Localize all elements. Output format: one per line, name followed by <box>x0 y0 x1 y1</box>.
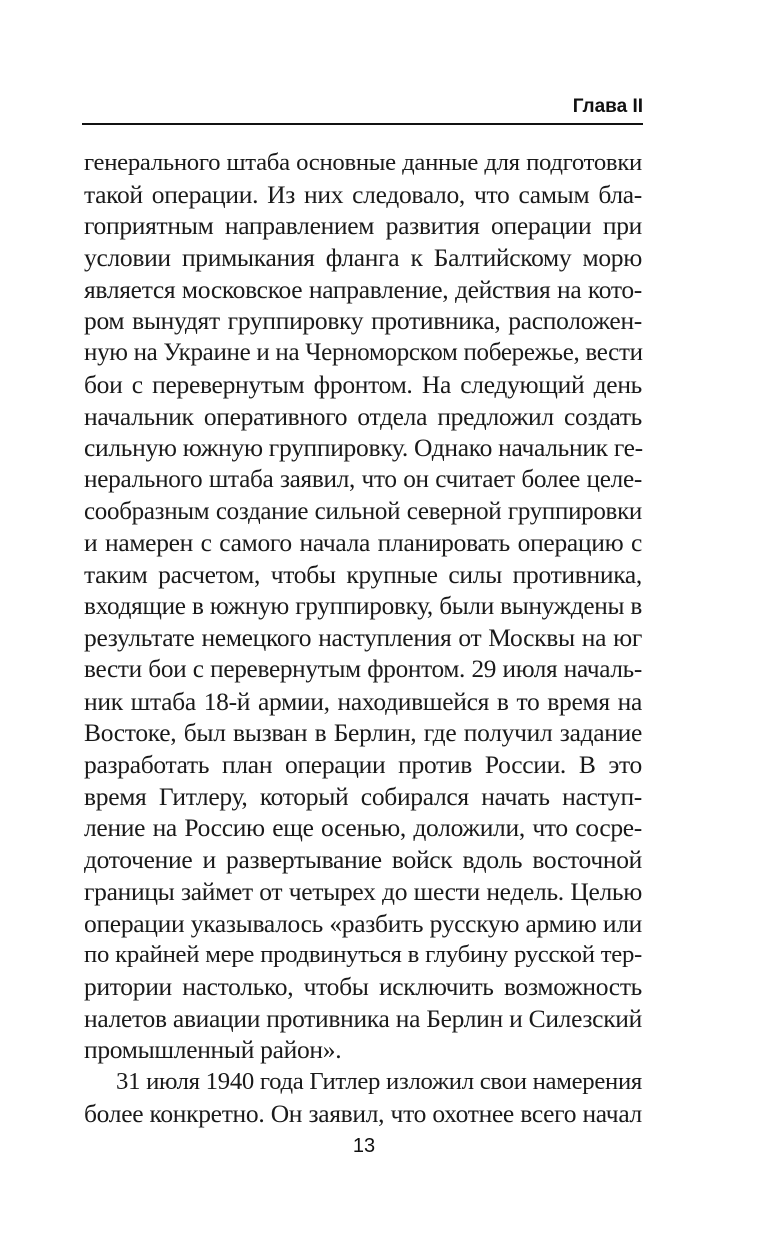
running-header: Глава II <box>572 96 643 117</box>
page-number: 13 <box>352 1135 376 1157</box>
text-line: ритории настолько, чтобы исключить возможность <box>84 971 642 1001</box>
text-line: сообразным создание сильной северной группировки <box>84 497 642 525</box>
text-line: входящие в южную группировку, были вынуждены в <box>84 591 642 620</box>
text-line: таким расчетом, чтобы крупные силы противника, <box>84 559 642 589</box>
text-line: разработать план операции против России. В это <box>84 750 642 780</box>
text-line: ную на Украине и на Черноморском побережье, вести <box>84 339 643 367</box>
text-line: результате немецкого наступления от Москвы на юг <box>84 623 642 653</box>
text-line: начальник оперативного отдела предложил создать <box>84 401 642 431</box>
text-line: более конкретно. Он заявил, что охотнее всего начал <box>84 1098 642 1128</box>
text-line: ник штаба 18-й армии, находившейся в то время на <box>84 686 642 716</box>
text-line: бои с перевернутым фронтом. На следующий день <box>84 369 642 399</box>
text-line: гоприятным направлением развития операции при <box>84 211 642 241</box>
text-line: границы займет от четырех до шести недель. Целью <box>84 876 642 906</box>
text-line: по крайней мере продвинуться в глубину русской тер- <box>84 941 642 969</box>
text-line: Востоке, был вызван в Берлин, где получил задание <box>84 718 642 748</box>
text-line: время Гитлеру, который собирался начать наступ- <box>84 781 642 811</box>
text-line: операции указывалось «разбить русскую армию или <box>84 908 642 938</box>
text-line: и намерен с самого начала планировать операцию с <box>84 528 642 558</box>
text-line: налетов авиации противника на Берлин и Силезский <box>84 1003 642 1033</box>
text-line: является московское направление, действия на кото- <box>84 274 642 304</box>
text-line: сильную южную группировку. Однако начальник ге- <box>84 433 643 463</box>
text-line: промышленный район». <box>84 1035 342 1065</box>
text-line: вести бои с перевернутым фронтом. 29 июля началь- <box>84 655 642 683</box>
text-line: 31 июля 1940 года Гитлер изложил свои намерения <box>116 1067 642 1095</box>
text-line: доточение и развертывание войск вдоль восточной <box>84 845 642 875</box>
text-line: условии примыкания фланга к Балтийскому морю <box>84 243 642 273</box>
text-line: такой операции. Из них следовало, что самым бла- <box>84 179 642 209</box>
text-line: ром вынудят группировку противника, расположен- <box>84 306 642 336</box>
text-line: ление на Россию еще осенью, доложили, что сосре- <box>84 813 642 843</box>
header-rule <box>82 123 643 125</box>
body-text <box>84 147 642 1129</box>
text-line: нерального штаба заявил, что он считает более целе- <box>84 464 642 493</box>
text-line: генерального штаба основные данные для подготовки <box>84 149 642 176</box>
